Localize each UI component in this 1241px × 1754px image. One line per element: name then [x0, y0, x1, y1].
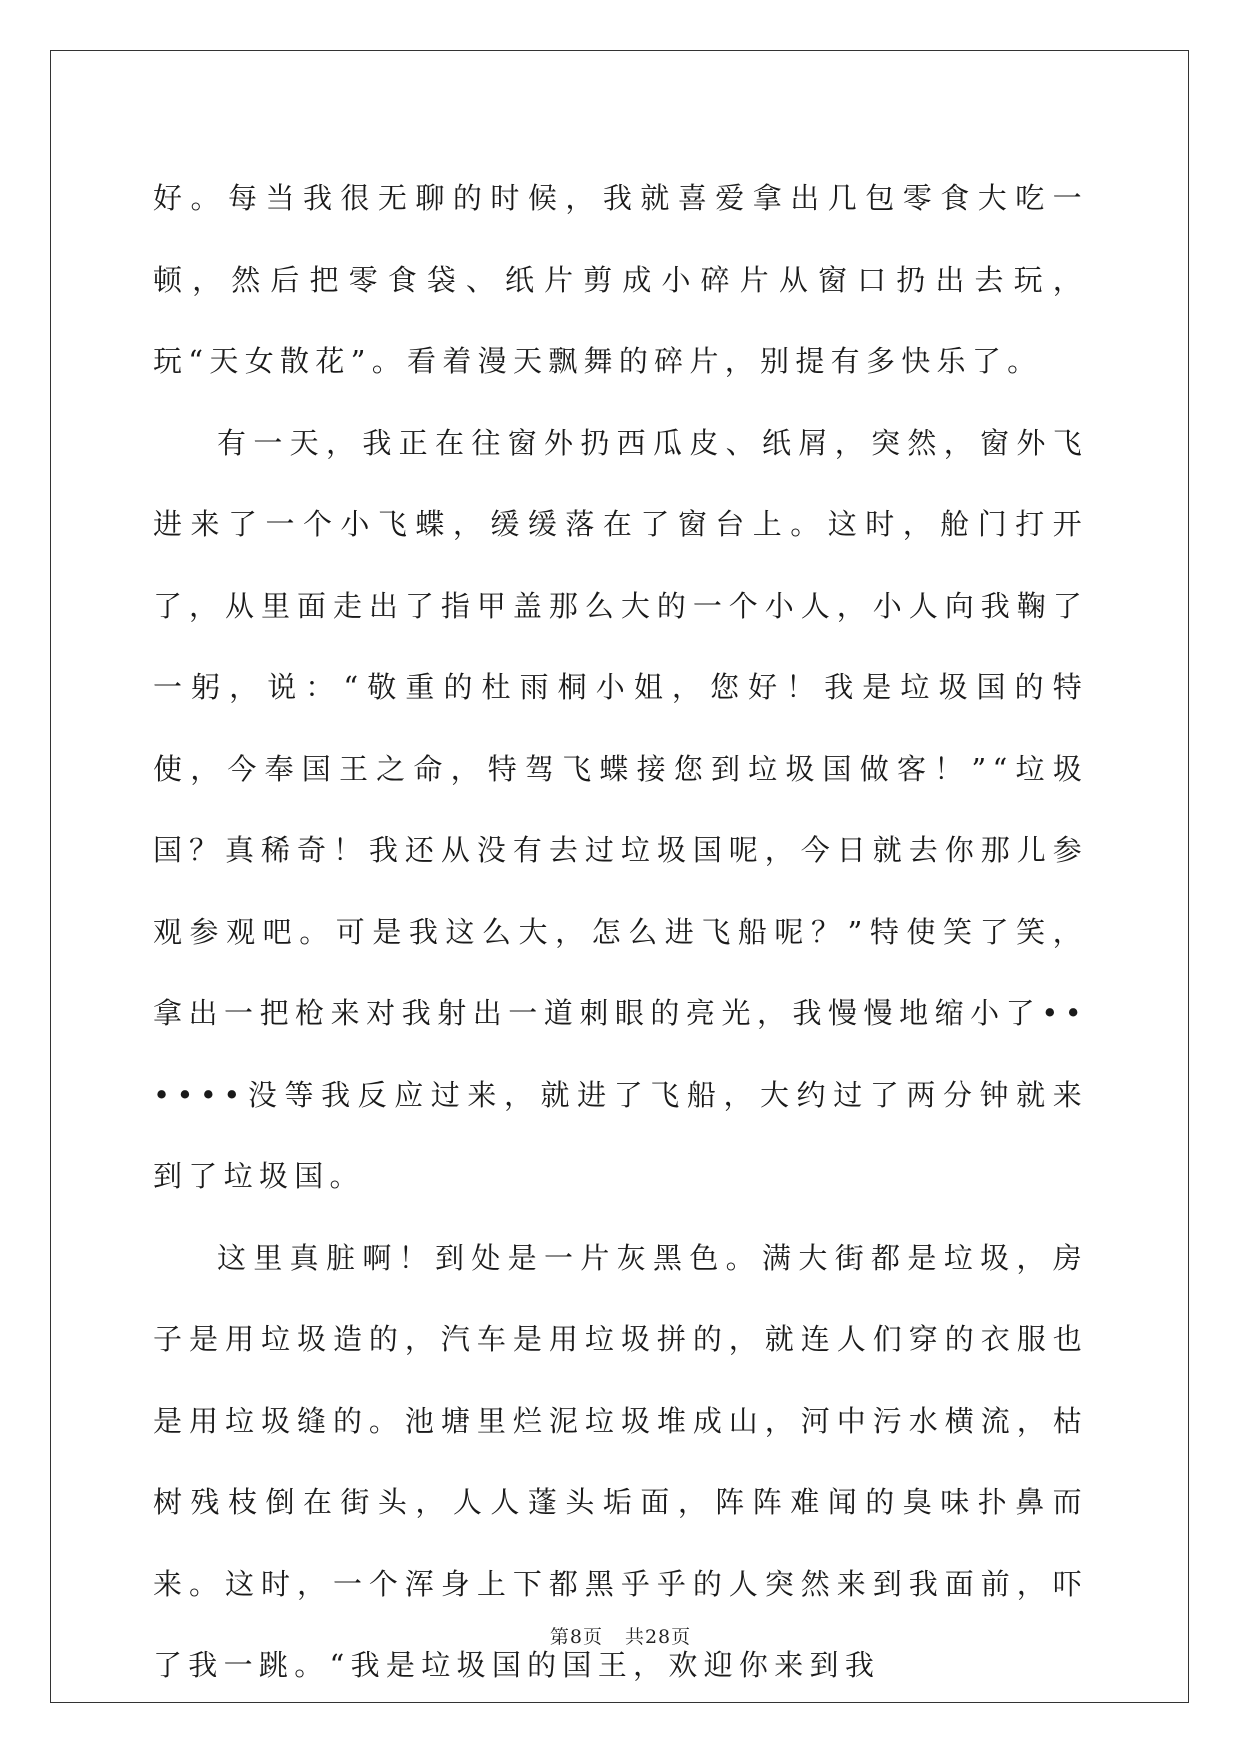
total-pages-label: 共28页 [624, 1626, 692, 1648]
current-page-label: 第8页 [549, 1626, 603, 1648]
paragraph: 好。每当我很无聊的时候，我就喜爱拿出几包零食大吃一顿，然后把零食袋、纸片剪成小碎片从窗口扔出去玩，玩“天女散花”。看着漫天飘舞的碎片，别提有多快乐了。 [153, 181, 1088, 378]
page-footer [0, 1622, 1241, 1649]
paragraph: 这里真脏啊！到处是一片灰黑色。满大街都是垃圾，房子是用垃圾造的，汽车是用垃圾拼的，就连人们穿的衣服也是用垃圾缝的。池塘里烂泥垃圾堆成山，河中污水横流，枯树残枝倒在街头，人人蓬头垢面，阵阵难闻的臭味扑鼻而来。这时，一个浑身上下都黑乎乎的人突然来到我面前，吓了我一跳。“我是垃圾国的国王，欢迎你来到我 [153, 1240, 1088, 1682]
paragraph: 有一天，我正在往窗外扔西瓜皮、纸屑，突然，窗外飞进来了一个小飞蝶，缓缓落在了窗台上。这时，舱门打开了，从里面走出了指甲盖那么大的一个小人，小人向我鞠了一躬，说：“敬重的杜雨桐小姐，您好！我是垃圾国的特使，今奉国王之命，特驾飞蝶接您到垃圾国做客！”“垃圾国？真稀奇！我还从没有去过垃圾国呢，今日就去你那儿参观参观吧。可是我这么大，怎么进飞船呢？”特使笑了笑，拿出一把枪来对我射出一道刺眼的亮光，我慢慢地缩小了••••••没等我反应过来，就进了飞船，大约过了两分钟就来到了垃圾国。 [153, 425, 1088, 1193]
document-body [153, 158, 1088, 1707]
